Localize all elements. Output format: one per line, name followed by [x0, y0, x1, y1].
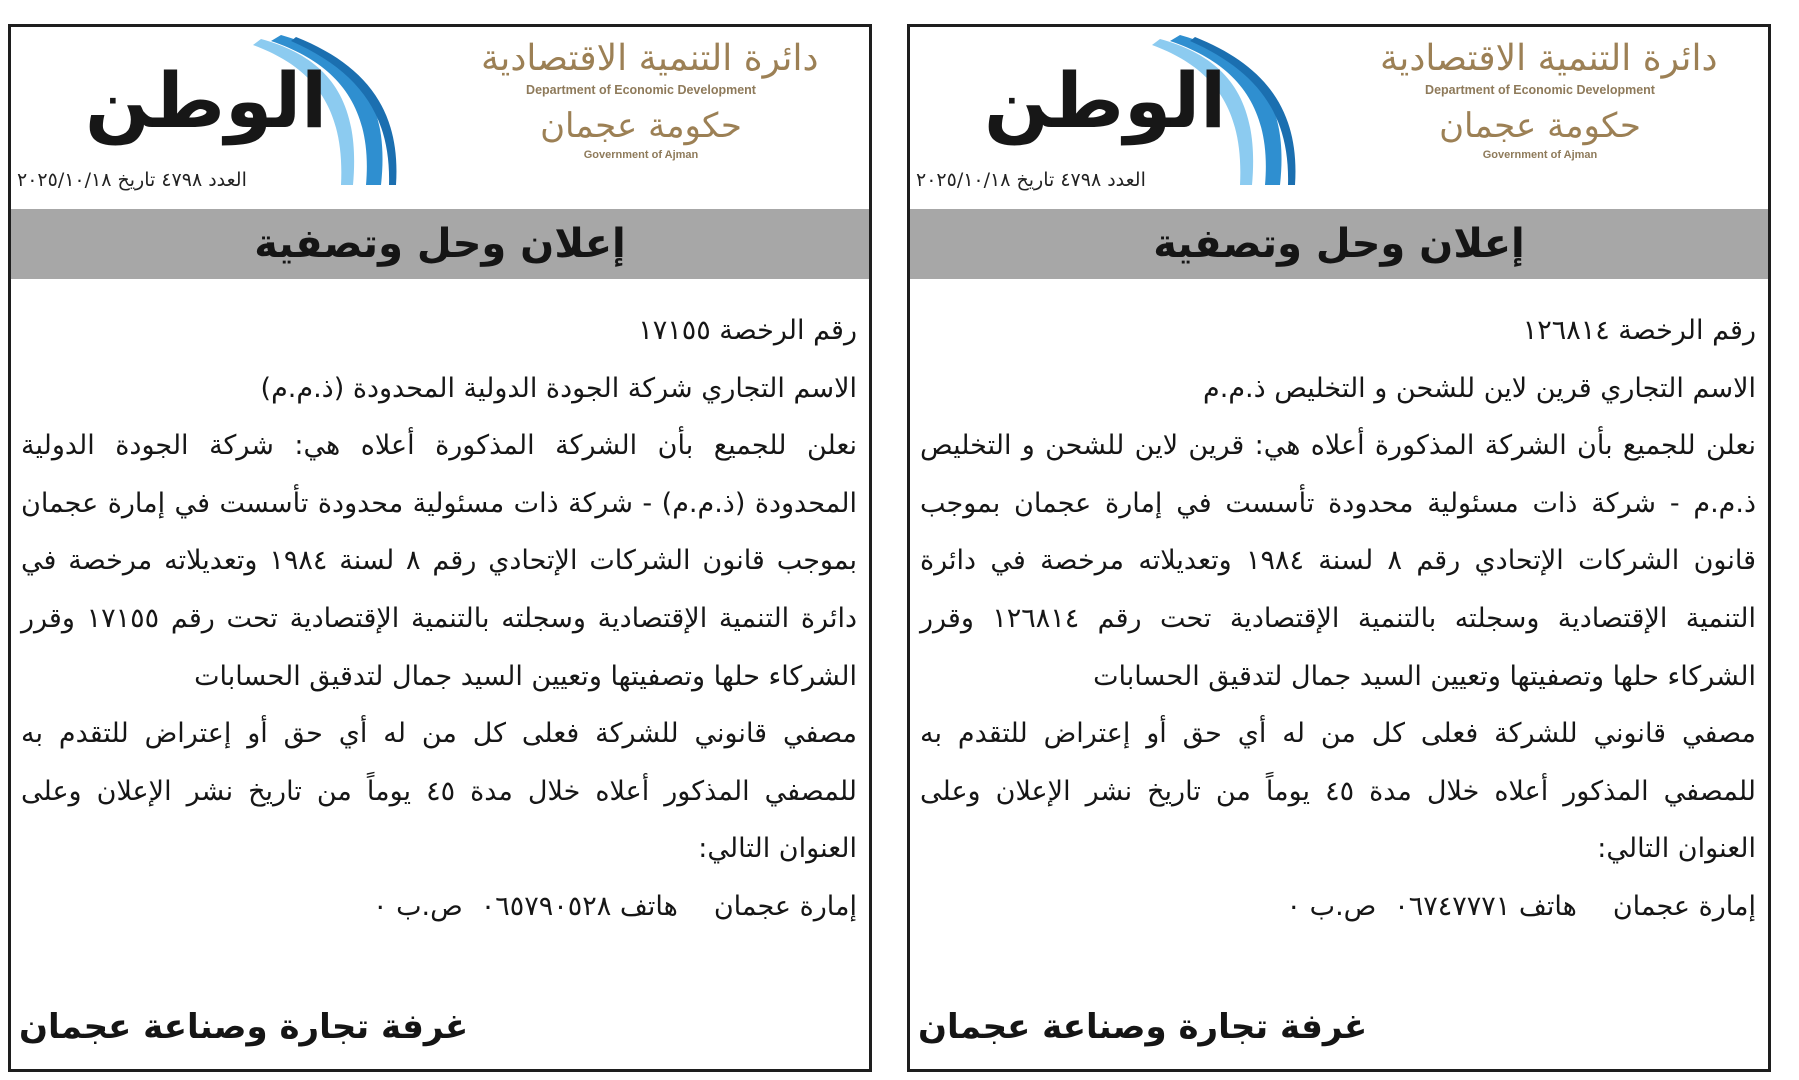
address-emirate: إمارة عجمان: [1612, 890, 1756, 922]
department-english: Department of Economic Development: [526, 83, 756, 97]
notice-title: إعلان وحل وتصفية: [910, 209, 1768, 279]
license-line: رقم الرخصة ١٢٦٨١٤: [1522, 315, 1756, 346]
license-line: رقم الرخصة ١٧١٥٥: [638, 315, 857, 346]
notice-left: [8, 24, 872, 1072]
department-arabic: دائرة التنمية الاقتصادية: [481, 38, 819, 79]
newspaper-name: الوطن: [85, 56, 328, 145]
body-paragraph: نعلن للجميع بأن الشركة المذكورة أعلاه هي: قرين لاين للشحن و التخليص ذ.م.م - شركة ذات مسئولية محدودة تأسست في إمارة عجمان بموجب قانون الشركات الإتحادي رقم ٨ لسنة ١٩٨٤ وتعديلاته مرخصة في دائرة التنمية الإقتصادية وسجلته بالتنمية الإقتصادية تحت رقم ١٢٦٨١٤ وقرر الشركاء حلها وتصفيتها وتعيين السيد جمال لتدقيق الحسابات: [920, 430, 1756, 692]
notice-header: [910, 27, 1768, 209]
newspaper-logo: [970, 35, 1300, 175]
government-arabic: حكومة عجمان: [540, 106, 742, 146]
notice-body: [21, 302, 857, 936]
government-arabic: حكومة عجمان: [1439, 106, 1641, 146]
address-phone: هاتف ٠٦٥٧٩٠٥٢٨: [480, 890, 678, 922]
government-logo: [481, 35, 819, 205]
address-line: [920, 878, 1756, 936]
department-english: Department of Economic Development: [1425, 83, 1655, 97]
address-pobox: ص.ب ٠: [373, 890, 463, 922]
notice-title: إعلان وحل وتصفية: [11, 209, 869, 279]
issue-line: العدد ٤٧٩٨ تاريخ ٢٠٢٥/١٠/١٨: [17, 169, 247, 191]
government-english: Government of Ajman: [1482, 149, 1598, 161]
notice-header: [11, 27, 869, 209]
notice-body: [920, 302, 1756, 936]
trade-name-line: الاسم التجاري شركة الجودة الدولية المحدودة (ذ.م.م): [260, 372, 857, 404]
address-pobox: ص.ب ٠: [1286, 890, 1377, 922]
address-line: [21, 878, 857, 936]
notice-right: [907, 24, 1771, 1072]
body-paragraph: نعلن للجميع بأن الشركة المذكورة أعلاه هي: شركة الجودة الدولية المحدودة (ذ.م.م) - شركة ذات مسئولية محدودة تأسست في إمارة عجمان بموجب قانون الشركات الإتحادي رقم ٨ لسنة ١٩٨٤ وتعديلاته مرخصة في دائرة التنمية الإقتصادية وسجلته بالتنمية الإقتصادية تحت رقم ١٧١٥٥ وقرر الشركاء حلها وتصفيتها وتعيين السيد جمال لتدقيق الحسابات: [21, 430, 857, 692]
trade-name-line: الاسم التجاري قرين لاين للشحن و التخليص ذ.م.م: [1203, 372, 1756, 404]
government-english: Government of Ajman: [583, 149, 699, 161]
department-arabic: دائرة التنمية الاقتصادية: [1380, 38, 1718, 79]
government-logo: [1380, 35, 1718, 205]
newspaper-logo: [71, 35, 401, 175]
notice-footer: غرفة تجارة وصناعة عجمان: [918, 1007, 1368, 1047]
address-emirate: إمارة عجمان: [713, 890, 857, 922]
newspaper-name: الوطن: [984, 56, 1227, 145]
notice-footer: غرفة تجارة وصناعة عجمان: [19, 1007, 469, 1047]
liquidator-paragraph: مصفي قانوني للشركة فعلى كل من له أي حق أو إعتراض للتقدم به للمصفي المذكور أعلاه خلال مدة ٤٥ يوماً من تاريخ نشر الإعلان وعلى العنوان التالي:: [21, 718, 857, 865]
issue-line: العدد ٤٧٩٨ تاريخ ٢٠٢٥/١٠/١٨: [916, 169, 1146, 191]
address-phone: هاتف ٠٦٧٤٧٧٧١: [1394, 890, 1577, 922]
liquidator-paragraph: مصفي قانوني للشركة فعلى كل من له أي حق أو إعتراض للتقدم به للمصفي المذكور أعلاه خلال مدة ٤٥ يوماً من تاريخ نشر الإعلان وعلى العنوان التالي:: [920, 718, 1756, 865]
